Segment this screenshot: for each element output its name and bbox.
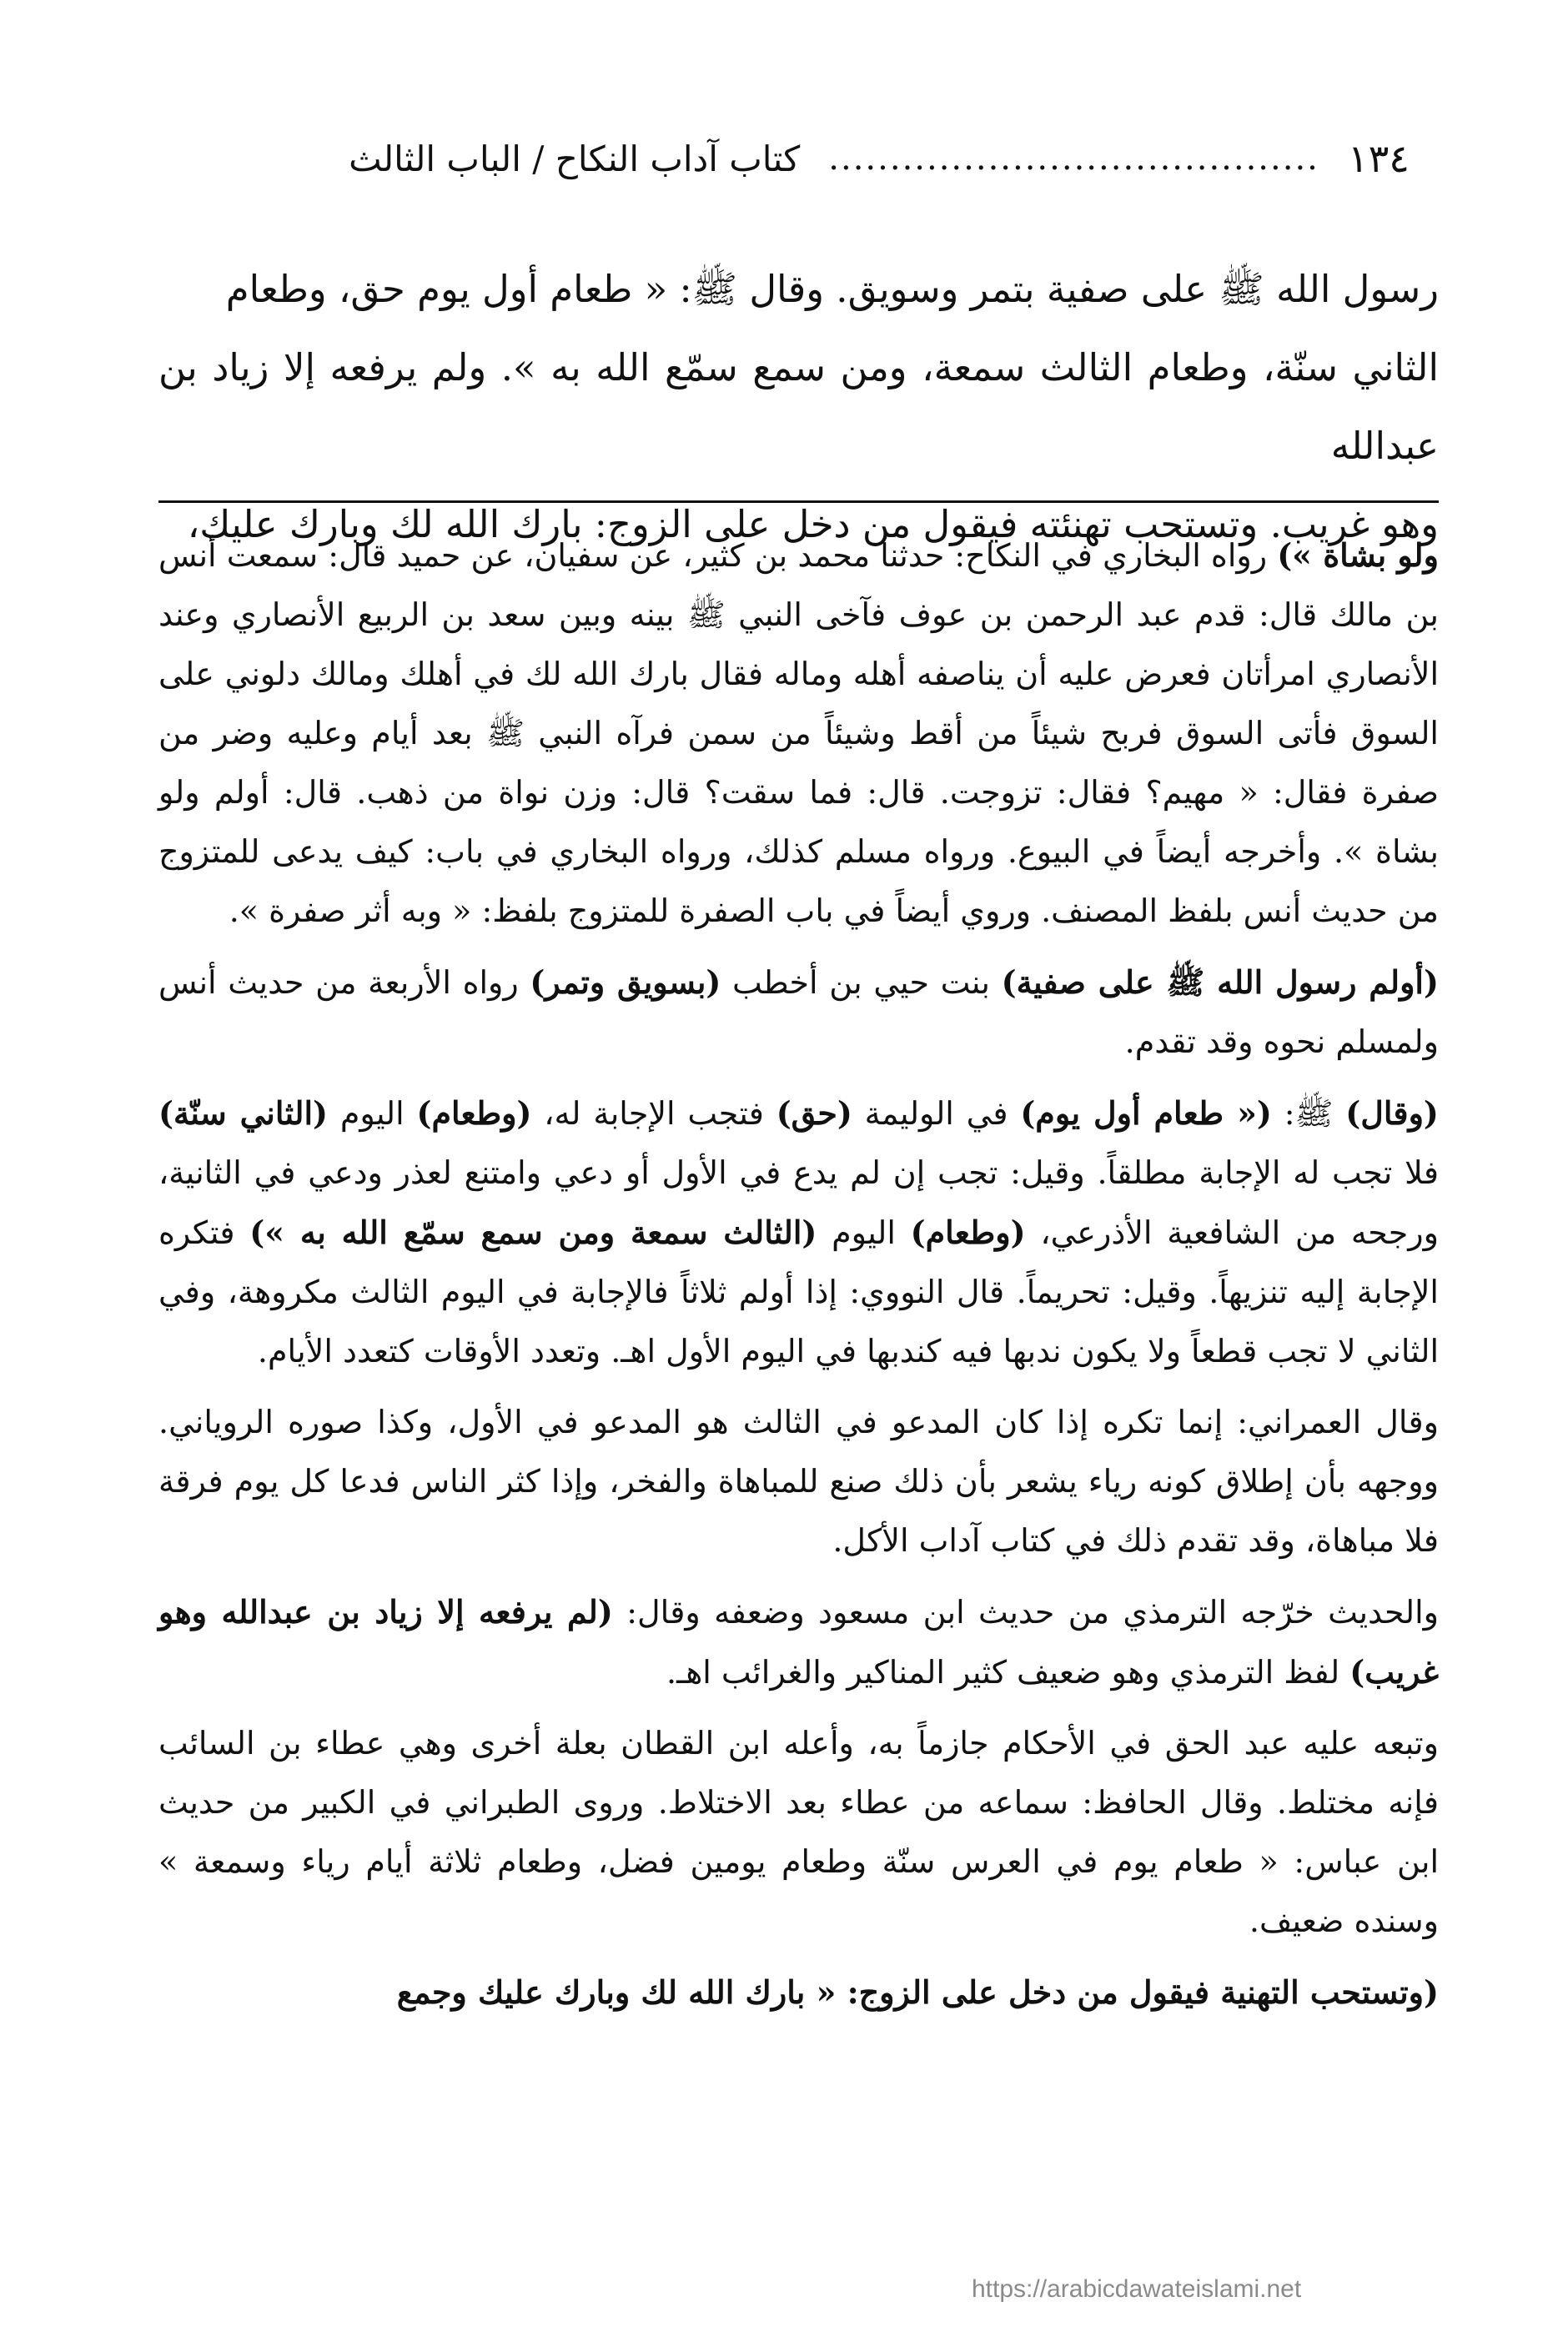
commentary-text-span: لفظ الترمذي وهو ضعيف كثير المناكير والغرائب اهـ. [666, 1654, 1340, 1691]
commentary-text-span: وقال العمراني: إنما تكره إذا كان المدعو في الثالث هو المدعو في الأول، وكذا صوره الروياني. ووجهه بأن إطلاق كونه رياء يشعر بأن ذلك صنع للمباهاة والفخر، وإذا كثر الناس فدعا كل يوم فرقة فلا مباهاة، وقد تقدم ذلك في كتاب آداب الأكل. [158, 1404, 1439, 1559]
commentary-text [158, 525, 1439, 2034]
commentary-paragraph [158, 1963, 1439, 2023]
bold-quote: (حق) [776, 1094, 852, 1132]
main-text-line: الثاني سنّة، وطعام الثالث سمعة، ومن سمع سمّع الله به ». ولم يرفعه إلا زياد بن عبدالله [158, 345, 1439, 468]
commentary-paragraph [158, 1582, 1439, 1702]
bold-quote: (لم يرفعه إلا زياد بن عبدالله وهو غريب) [158, 1593, 1439, 1691]
bold-quote: ولو بشاة ») [1277, 536, 1439, 574]
commentary-text-span: والحديث خرّجه الترمذي من حديث ابن مسعود وضعفه وقال: [626, 1594, 1439, 1631]
commentary-text-span: اليوم [832, 1214, 896, 1251]
bold-quote: (وطعام) [416, 1094, 532, 1132]
main-text-line: رسول الله ﷺ على صفية بتمر وسويق. وقال ﷺ: « طعام أول يوم حق، وطعام [225, 267, 1439, 311]
main-text-line: وهو غريب. وتستحب تهنئته فيقول من دخل على الزوج: بارك الله لك وبارك عليك، [187, 502, 1439, 546]
commentary-text-span: فلا تجب له الإجابة مطلقاً. وقيل: تجب إن لم يدع في الأول أو دعي وامتنع لعذر ودعي في الثانية، ورجحه من الشافعية الأذرعي، [158, 1154, 1439, 1251]
commentary-paragraph [158, 525, 1439, 941]
commentary-text-span: رواه الأربعة من حديث أنس ولمسلم نحوه وقد تقدم. [158, 964, 1439, 1060]
page-number: ١٣٤ [1347, 136, 1410, 181]
bold-quote: (الثالث سمعة ومن سمع سمّع الله به ») [249, 1214, 817, 1251]
bold-quote: (وطعام) [910, 1214, 1026, 1251]
commentary-text-span: بنت حيي بن أخطب [732, 964, 990, 1001]
commentary-text-span: رواه البخاري في النكاح: حدثنا محمد بن كثير، عن سفيان، عن حميد قال: سمعت أنس بن مالك قال: قدم عبد الرحمن بن عوف فآخى النبي ﷺ بينه وبين سعد بن الربيع الأنصاري وعند الأنصاري امرأتان فعرض عليه أن يناصفه أهله وماله فقال بارك الله لك في أهلك ومالك دلوني على السوق فأتى السوق فربح شيئاً من أقط وشيئاً من سمن فرآه النبي ﷺ بعد أيام وعليه وضر من صفرة فقال: « مهيم؟ فقال: تزوجت. قال: فما سقت؟ قال: وزن نواة من ذهب. قال: أولم ولو بشاة ». وأخرجه أيضاً في البيوع. ورواه مسلم كذلك، ورواه البخاري في باب: كيف يدعى للمتزوج من حديث أنس بلفظ المصنف. وروي أيضاً في باب الصفرة للمتزوج بلفظ: « وبه أثر صفرة ». [158, 537, 1439, 929]
commentary-paragraph [158, 1393, 1439, 1571]
commentary-text-span: وتبعه عليه عبد الحق في الأحكام جازماً به، وأعله ابن القطان بعلة أخرى وهي عطاء بن السائب فإنه مختلط. وقال الحافظ: سماعه من عطاء بعد الاختلاط. وروى الطبراني في الكبير من حديث ابن عباس: « طعام يوم في العرس سنّة وطعام يومين فضل، وطعام ثلاثة أيام رياء وسمعة » وسنده ضعيف. [158, 1725, 1439, 1939]
bold-quote: (أولم رسول الله ﷺ على صفية) [1001, 963, 1439, 1001]
bold-quote: (وتستحب التهنية فيقول من دخل على الزوج: « بارك الله لك وبارك عليك وجمع [396, 1973, 1439, 2011]
commentary-text-span: ﷺ: [1284, 1095, 1334, 1132]
commentary-paragraph [158, 1714, 1439, 1951]
header-leader-dots: ........................................ [828, 139, 1319, 178]
footnote-divider [158, 500, 1439, 503]
main-text [158, 250, 1439, 564]
commentary-text-span: في الوليمة [864, 1095, 1008, 1132]
commentary-text-span: اليوم [339, 1095, 405, 1132]
watermark-url: https://arabicdawateislami.net [972, 2275, 1302, 2303]
commentary-paragraph [158, 1083, 1439, 1381]
running-header [158, 125, 1410, 192]
commentary-text-span: فتجب الإجابة له، [544, 1095, 764, 1132]
commentary-paragraph [158, 952, 1439, 1072]
bold-quote: (وقال) [1345, 1094, 1439, 1132]
bold-quote: (« طعام أول يوم) [1020, 1094, 1272, 1132]
bold-quote: (بسويق وتمر) [530, 963, 721, 1001]
commentary-text-span: فتكره الإجابة إليه تنزيهاً. وقيل: تحريماً. قال النووي: إذا أولم ثلاثاً فالإجابة في اليوم الثالث مكروهة، وفي الثاني لا تجب قطعاً ولا يكون ندبها فيه كندبها في اليوم الأول اهـ. وتعدد الأوقات كتعدد الأيام. [158, 1214, 1439, 1370]
bold-quote: (الثاني سنّة) [158, 1094, 329, 1132]
chapter-title: كتاب آداب النكاح / الباب الثالث [349, 138, 801, 179]
